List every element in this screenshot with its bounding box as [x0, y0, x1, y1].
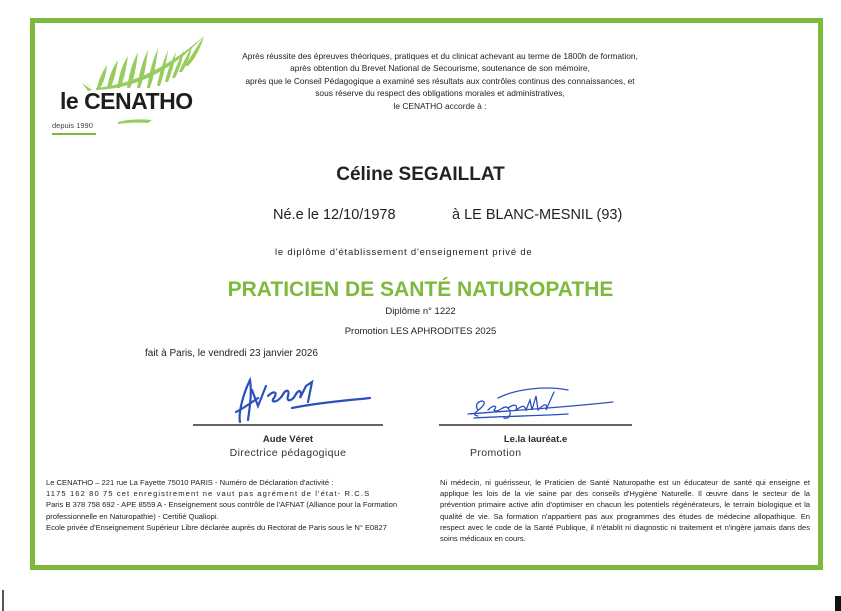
intro-line: après obtention du Brevet National de Secourisme, soutenance de son mémoire, [290, 63, 590, 74]
logo-underline [52, 133, 96, 135]
diploma-title: PRATICIEN DE SANTÉ NATUROPATHE [227, 278, 614, 301]
scan-mark [2, 590, 4, 611]
legal-mentions [46, 477, 414, 533]
made-at: fait à Paris, le vendredi 23 janvier 2026 [145, 348, 318, 359]
intro-line: sous réserve du respect des obligations morales et administratives, [315, 88, 565, 99]
signature-line [193, 424, 383, 426]
legal-line: Ecole privée d'Enseignement Supérieur Libre déclarée auprès du Rectorat de Paris sous le N° E0827 [46, 522, 387, 532]
birth-date: Né.e le 12/10/1978 [273, 207, 396, 223]
signature-line [439, 424, 632, 426]
legal-line: Le CENATHO – 221 rue La Fayette 75010 PARIS - Numéro de Déclaration d'activité : [46, 478, 334, 487]
signatory-role: Directrice pédagogique [229, 447, 347, 459]
scan-mark [835, 596, 841, 611]
disclaimer-text: Ni médecin, ni guérisseur, le Praticien de Santé Naturopathe est un éducateur de santé qui enseigne et applique les lois de la vie saine par des conseils d'Hygiène Naturelle. Il œuvre dans le secteur de la prévention primaire active afin d'optimiser en chacun les potentiels régénérateurs, le terrain biologique et la qualité de vie. Sa formation n'appartient pas aux programmes des études de médecine allopathique. En respect avec le code de la Santé Publique, il n'établit ni diagnostic ni traitement et n'ingère jamais dans des soins médicaux en cours. [440, 478, 810, 544]
legal-line: Paris B 378 758 692 - APE 8559 A - Enseignement sous contrôle de l'AFNAT (Alliance pour la Formation professionnelle en Naturopathie) - Certifié Qualiopi. [46, 500, 398, 521]
logo-tagline: depuis 1990 [52, 121, 93, 130]
fern-icon [52, 30, 212, 130]
intro-text [225, 50, 655, 112]
grants-text: le diplôme d'établissement d'enseignement privé de [275, 247, 533, 258]
recipient-name: Céline SEGAILLAT [336, 164, 505, 185]
promotion: Promotion LES APHRODITES 2025 [344, 326, 497, 337]
laureate-label: Le.la lauréat.e [503, 434, 568, 445]
signature-segaillat-icon [438, 380, 628, 425]
cenatho-logo [52, 30, 212, 130]
birth-place: à LE BLANC-MESNIL (93) [452, 207, 623, 223]
intro-line: le CENATHO accorde à : [393, 100, 487, 111]
intro-line: Après réussite des épreuves théoriques, pratiques et du clinicat achevant au terme de 1800h de formation, [242, 51, 638, 61]
signatory-name: Aude Véret [262, 434, 314, 445]
intro-line: après que le Conseil Pédagogique a examiné ses résultats aux contrôles continus des connaissances, et [245, 75, 635, 86]
signature-veret-icon [192, 372, 382, 424]
logo-name: le CENATHO [60, 88, 193, 114]
laureate-role: Promotion [470, 447, 522, 459]
diploma-number: Diplôme n° 1222 [385, 306, 456, 317]
legal-line: 1175 162 80 75 cet enregistrement ne vaut pas agrément de l'état- R.C.S [46, 489, 371, 499]
